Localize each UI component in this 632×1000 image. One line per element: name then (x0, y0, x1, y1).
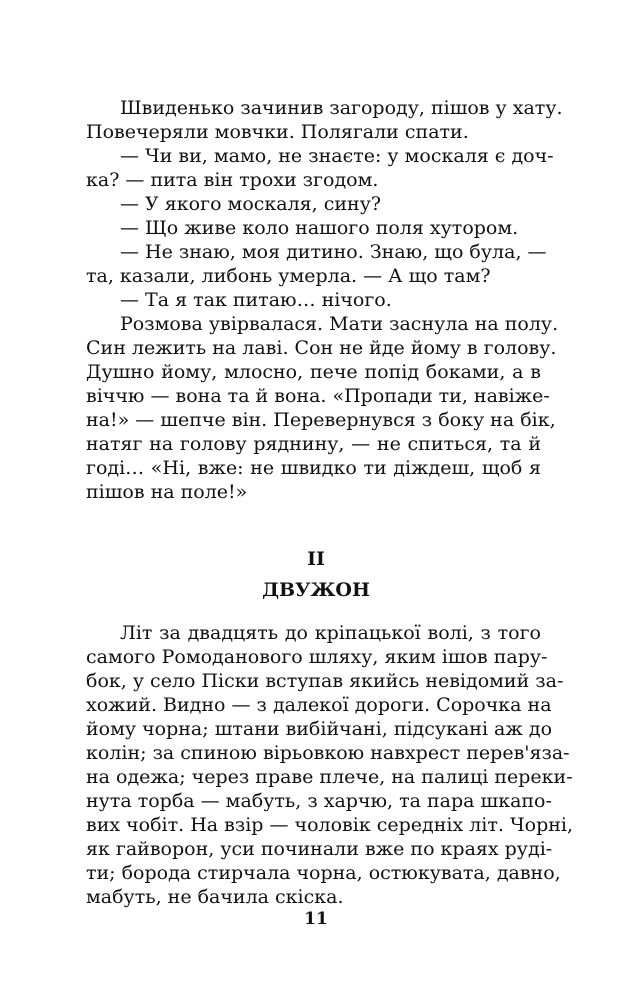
text-line: Розмова увірвалася. Мати заснула на полу. (120, 313, 559, 335)
text-line: колін; за спиною вірьовкою навхрест перев'яза- (86, 742, 570, 764)
text-line: — Чи ви, мамо, не знаєте: у москаля є доч- (120, 145, 554, 167)
text-line: — У якого москаля, сину? (120, 193, 382, 215)
page-number: 11 (304, 909, 328, 929)
chapter-number: II (307, 548, 325, 570)
text-line: йому чорна; штани вибійчані, підсукані аж до (86, 718, 553, 740)
text-line: вих чобіт. На взір — чоловік середніх літ. Чорні, (86, 814, 574, 836)
text-line: — Та я так питаю… нічого. (120, 289, 392, 311)
text-line: вічч‌ю — вона та й вона. «Пропади ти, навіже- (86, 385, 550, 407)
text-line: бок, у село Піски вступав якийсь невідомий за- (86, 670, 564, 692)
text-line: Літ за двадцять до кріпацької волі, з того (120, 622, 541, 644)
text-line: натяг на голову рядн‌ину, — не спиться, та й (86, 433, 541, 455)
text-line: — Що живе коло нашого поля хутором. (120, 217, 519, 239)
text-line: Син лежить на лаві. Сон не йде йому в голову. (86, 337, 557, 359)
text-line: годі… «Ні, вже: не швидко ти діждеш, щоб я (86, 457, 541, 479)
text-line: на!» — шепче він. Перевернувся з боку на бік, (86, 409, 556, 431)
chapter-title: ДВУЖОН (262, 579, 370, 601)
text-section-1 (86, 96, 563, 504)
text-section-2 (86, 621, 574, 909)
text-line: — Не знаю, моя дитино. Знаю, що була, — (120, 241, 547, 263)
text-line: хожий. Видно — з далекої дороги. Сорочка на (86, 694, 552, 716)
text-line: Швиденько зачинив загороду, пішов у хату. (120, 97, 563, 119)
text-line: ти; борода стирчала чорна, остюкувата, давно, (86, 862, 561, 884)
text-line: на одежа; через праве плече, на палиці переки- (86, 766, 573, 788)
text-line: самого Ромоданового шляху, яким ішов пару- (86, 646, 548, 668)
text-line: Душно йому, млосно, пече попід боками, а в (86, 361, 541, 383)
text-line: та, казали, либонь умерла. — А що там? (86, 265, 491, 287)
text-line: пішов на поле!» (86, 481, 248, 503)
text-line: нута торба — мабуть, з харчю, та пара шкапо- (86, 790, 552, 812)
text-line: ка? — пита він трохи згодом. (86, 169, 379, 191)
text-line: Повечеряли мовчки. Полягали спати. (86, 121, 469, 143)
text-line: мабуть, не бачила скіска. (86, 886, 344, 908)
text-line: як гайворон, уси починали вже по краях руді- (86, 838, 553, 860)
